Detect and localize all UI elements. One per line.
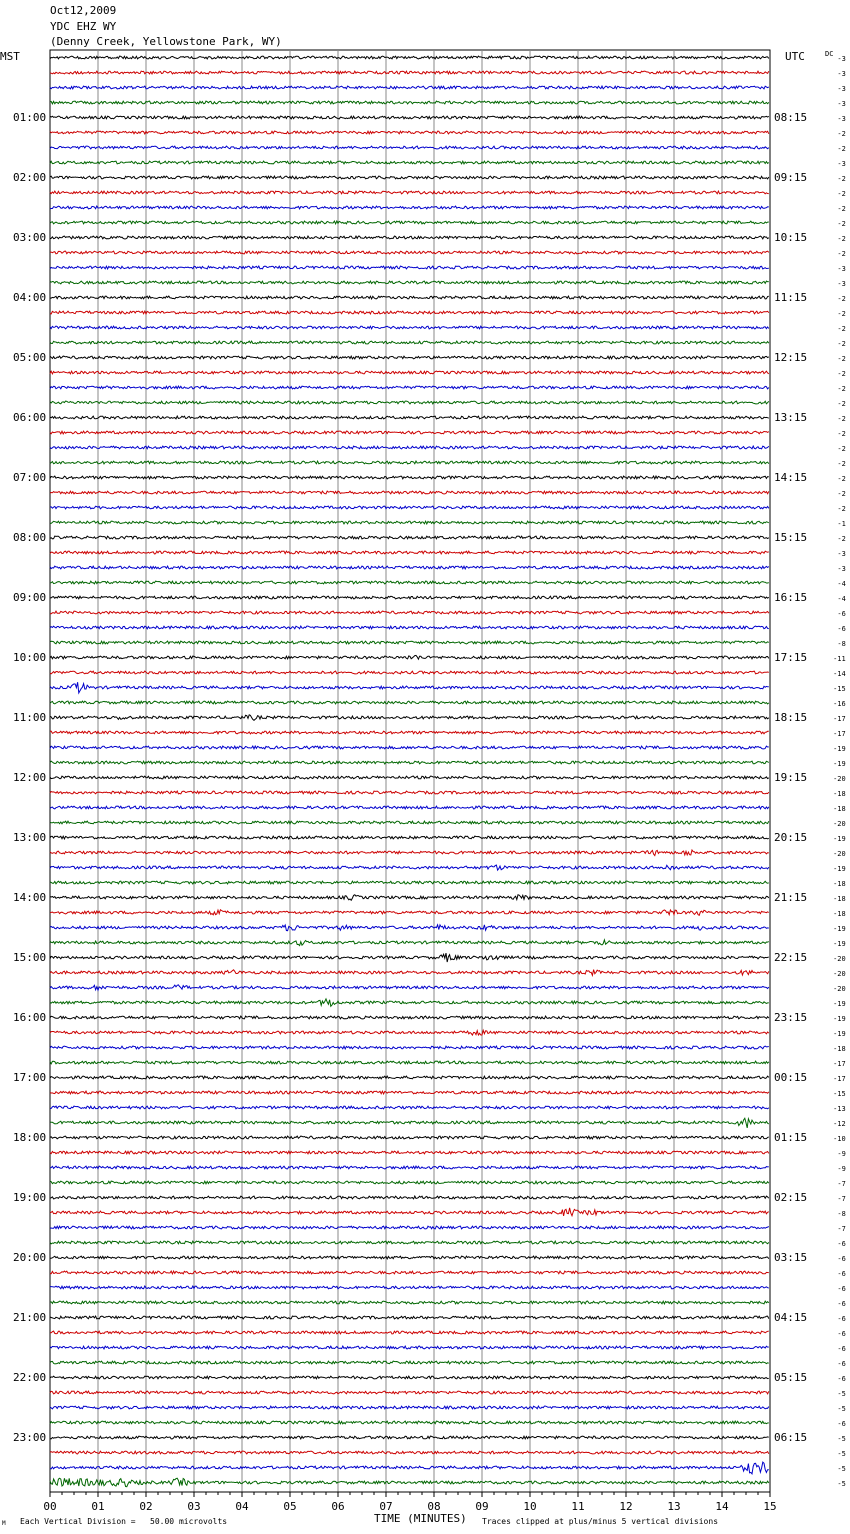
trace-row <box>50 1376 769 1379</box>
trace-row <box>50 416 769 419</box>
dc-offset-value: -6 <box>837 1329 846 1338</box>
dc-offset-value: -19 <box>833 1014 846 1023</box>
trace-row <box>50 506 769 509</box>
mst-hour-label: 04:00 <box>13 290 47 304</box>
trace-row <box>50 761 769 764</box>
dc-offset-value: -18 <box>833 909 846 918</box>
trace-row <box>50 1462 769 1474</box>
dc-offset-value: -6 <box>837 1284 846 1293</box>
dc-offset-value: -17 <box>833 714 846 723</box>
x-tick-label: 15 <box>763 1500 777 1513</box>
dc-offset-value: -3 <box>837 114 846 123</box>
trace-row <box>50 1331 769 1334</box>
trace-row <box>50 1106 769 1109</box>
dc-offset-value: -5 <box>837 1404 846 1413</box>
trace-row <box>50 386 769 389</box>
utc-hour-label: 02:15 <box>774 1190 808 1204</box>
trace-row <box>50 461 769 464</box>
trace-row <box>50 56 769 59</box>
dc-offset-value: -6 <box>837 609 846 618</box>
dc-offset-value: -3 <box>837 279 846 288</box>
x-tick-label: 09 <box>475 1500 489 1513</box>
trace-row <box>50 1301 769 1304</box>
trace-row <box>50 1436 769 1439</box>
trace-row <box>50 146 769 149</box>
utc-hour-label: 20:15 <box>774 830 808 844</box>
dc-offset-value: -15 <box>833 1089 846 1098</box>
utc-hour-label: 00:15 <box>774 1070 808 1084</box>
dc-offset-value: -3 <box>837 159 846 168</box>
utc-hour-label: 05:15 <box>774 1370 808 1384</box>
utc-hour-label: 08:15 <box>774 110 808 124</box>
x-tick-label: 02 <box>139 1500 153 1513</box>
trace-row <box>50 551 769 554</box>
trace-row <box>50 1346 769 1349</box>
vertical-division-note: Each Vertical Division = 50.00 microvolts <box>20 1517 228 1526</box>
trace-row <box>50 401 769 404</box>
station-location: (Denny Creek, Yellowstone Park, WY) <box>50 35 282 48</box>
utc-hour-label: 04:15 <box>774 1310 808 1324</box>
dc-offset-value: -3 <box>837 564 846 573</box>
trace-row <box>50 881 769 884</box>
trace-row <box>50 1151 769 1154</box>
dc-offset-value: -8 <box>837 639 846 648</box>
trace-row <box>50 161 769 164</box>
dc-offset-value: -15 <box>833 684 846 693</box>
utc-hour-label: 17:15 <box>774 650 808 664</box>
dc-offset-value: -18 <box>833 879 846 888</box>
trace-row <box>50 371 769 374</box>
dc-offset-value: -2 <box>837 489 846 498</box>
trace-row <box>50 71 769 74</box>
trace-row <box>50 821 769 824</box>
mst-hour-label: 19:00 <box>13 1190 47 1204</box>
dc-offset-value: -2 <box>837 129 846 138</box>
dc-offset-value: -5 <box>837 1464 846 1473</box>
trace-row <box>50 1118 769 1128</box>
dc-offset-value: -17 <box>833 1059 846 1068</box>
trace-row <box>50 311 769 314</box>
dc-offset-value: -19 <box>833 864 846 873</box>
mst-hour-label: 17:00 <box>13 1070 47 1084</box>
dc-offset-value: -9 <box>837 1164 846 1173</box>
trace-row <box>50 1166 769 1169</box>
dc-offset-value: -2 <box>837 474 846 483</box>
trace-row <box>50 581 769 584</box>
dc-offset-value: -2 <box>837 504 846 513</box>
utc-hour-label: 19:15 <box>774 770 808 784</box>
mst-hour-label: 06:00 <box>13 410 47 424</box>
mst-hour-label: 10:00 <box>13 650 47 664</box>
trace-row <box>50 925 769 931</box>
dc-offset-value: -2 <box>837 384 846 393</box>
dc-offset-value: -5 <box>837 1434 846 1443</box>
trace-row <box>50 1391 769 1394</box>
dc-offset-value: -6 <box>837 1374 846 1383</box>
mst-hour-label: 16:00 <box>13 1010 47 1024</box>
mst-hour-label: 05:00 <box>13 350 47 364</box>
utc-hour-label: 01:15 <box>774 1130 808 1144</box>
trace-row <box>50 910 769 916</box>
utc-hour-label: 06:15 <box>774 1430 808 1444</box>
trace-row <box>50 1256 769 1259</box>
trace-row <box>50 701 769 704</box>
dc-offset-value: -20 <box>833 954 846 963</box>
dc-offset-value: -16 <box>833 699 846 708</box>
x-tick-label: 10 <box>523 1500 537 1513</box>
dc-offset-value: -6 <box>837 1359 846 1368</box>
dc-offset-value: -2 <box>837 444 846 453</box>
trace-row <box>50 1478 769 1487</box>
utc-hour-label: 10:15 <box>774 230 808 244</box>
utc-hour-label: 13:15 <box>774 410 808 424</box>
trace-row <box>50 806 769 809</box>
dc-offset-value: -4 <box>837 579 846 588</box>
trace-row <box>50 985 769 990</box>
trace-row <box>50 1421 769 1424</box>
trace-row <box>50 715 769 721</box>
utc-hour-label: 11:15 <box>774 290 808 304</box>
dc-offset-value: -3 <box>837 54 846 63</box>
dc-offset-value: -2 <box>837 324 846 333</box>
dc-offset-value: -3 <box>837 264 846 273</box>
utc-hour-label: 12:15 <box>774 350 808 364</box>
dc-offset-value: -10 <box>833 1134 846 1143</box>
trace-row <box>50 865 769 870</box>
trace-row <box>50 1196 769 1199</box>
dc-offset-value: -7 <box>837 1224 846 1233</box>
mst-hour-label: 08:00 <box>13 530 47 544</box>
trace-row <box>50 1451 769 1454</box>
dc-offset-value: -6 <box>837 1419 846 1428</box>
x-tick-label: 00 <box>43 1500 57 1513</box>
dc-offset-value: -2 <box>837 174 846 183</box>
mst-hour-label: 22:00 <box>13 1370 47 1384</box>
mst-hour-label: 09:00 <box>13 590 47 604</box>
x-tick-label: 01 <box>91 1500 105 1513</box>
dc-offset-value: -2 <box>837 399 846 408</box>
dc-offset-value: -20 <box>833 819 846 828</box>
utc-hour-label: 22:15 <box>774 950 808 964</box>
trace-row <box>50 356 769 359</box>
trace-row <box>50 221 769 224</box>
plot-frame <box>50 50 770 1492</box>
trace-row <box>50 1316 769 1319</box>
dc-offset-value: -8 <box>837 1209 846 1218</box>
dc-offset-value: -18 <box>833 789 846 798</box>
trace-row <box>50 1181 769 1184</box>
trace-row <box>50 671 769 674</box>
dc-offset-value: -19 <box>833 1029 846 1038</box>
trace-row <box>50 296 769 299</box>
dc-offset-value: -18 <box>833 894 846 903</box>
trace-row <box>50 1286 769 1289</box>
x-tick-label: 12 <box>619 1500 633 1513</box>
x-tick-label: 13 <box>667 1500 681 1513</box>
mst-hour-label: 03:00 <box>13 230 47 244</box>
trace-row <box>50 1136 769 1139</box>
trace-row <box>50 1241 769 1244</box>
trace-row <box>50 641 769 644</box>
utc-hour-label: 03:15 <box>774 1250 808 1264</box>
dc-offset-value: -20 <box>833 984 846 993</box>
mst-hour-label: 21:00 <box>13 1310 47 1324</box>
trace-row <box>50 1406 769 1409</box>
mst-hour-label: 23:00 <box>13 1430 47 1444</box>
dc-offset-value: -3 <box>837 84 846 93</box>
dc-offset-value: -2 <box>837 414 846 423</box>
trace-row <box>50 446 769 449</box>
trace-row <box>50 431 769 434</box>
x-tick-label: 08 <box>427 1500 441 1513</box>
station-code: YDC EHZ WY <box>50 20 117 33</box>
trace-row <box>50 626 769 629</box>
corner-mark: M <box>2 1520 6 1527</box>
dc-offset-value: -18 <box>833 804 846 813</box>
dc-offset-value: -3 <box>837 99 846 108</box>
trace-row <box>50 491 769 494</box>
trace-row <box>50 326 769 329</box>
dc-offset-value: -19 <box>833 924 846 933</box>
dc-offset-value: -2 <box>837 294 846 303</box>
trace-row <box>50 101 769 104</box>
dc-column-title: DC <box>825 50 834 58</box>
trace-row <box>50 1016 769 1019</box>
trace-row <box>50 1361 769 1364</box>
x-tick-label: 11 <box>571 1500 585 1513</box>
trace-row <box>50 236 769 239</box>
trace-row <box>50 206 769 209</box>
dc-offset-value: -2 <box>837 534 846 543</box>
mst-hour-label: 01:00 <box>13 110 47 124</box>
trace-row <box>50 341 769 344</box>
dc-offset-value: -1 <box>837 519 846 528</box>
trace-row <box>50 281 769 284</box>
utc-hour-label: 14:15 <box>774 470 808 484</box>
trace-row <box>50 131 769 134</box>
dc-offset-value: -19 <box>833 744 846 753</box>
dc-offset-value: -2 <box>837 459 846 468</box>
trace-row <box>50 86 769 89</box>
trace-row <box>50 191 769 194</box>
x-tick-label: 05 <box>283 1500 297 1513</box>
trace-row <box>50 596 769 599</box>
dc-offset-value: -6 <box>837 1269 846 1278</box>
dc-offset-value: -3 <box>837 549 846 558</box>
trace-row <box>50 953 769 962</box>
mst-hour-label: 20:00 <box>13 1250 47 1264</box>
dc-offset-value: -2 <box>837 354 846 363</box>
dc-offset-value: -2 <box>837 219 846 228</box>
trace-row <box>50 1076 769 1079</box>
trace-row <box>50 970 769 976</box>
dc-offset-value: -7 <box>837 1194 846 1203</box>
dc-offset-value: -20 <box>833 774 846 783</box>
trace-row <box>50 895 769 901</box>
trace-row <box>50 682 769 693</box>
utc-hour-label: 16:15 <box>774 590 808 604</box>
trace-row <box>50 476 769 479</box>
dc-offset-value: -6 <box>837 1239 846 1248</box>
dc-offset-value: -2 <box>837 309 846 318</box>
dc-offset-value: -20 <box>833 969 846 978</box>
dc-offset-value: -5 <box>837 1479 846 1488</box>
x-tick-label: 03 <box>187 1500 201 1513</box>
trace-row <box>50 1061 769 1064</box>
mst-hour-label: 02:00 <box>13 170 47 184</box>
dc-offset-value: -19 <box>833 834 846 843</box>
dc-offset-value: -3 <box>837 69 846 78</box>
trace-row <box>50 1226 769 1229</box>
mst-hour-label: 12:00 <box>13 770 47 784</box>
mst-hour-label: 15:00 <box>13 950 47 964</box>
dc-offset-value: -9 <box>837 1149 846 1158</box>
trace-row <box>50 566 769 569</box>
trace-row <box>50 999 769 1006</box>
mst-hour-label: 13:00 <box>13 830 47 844</box>
dc-offset-value: -2 <box>837 189 846 198</box>
clip-note: Traces clipped at plus/minus 5 vertical divisions <box>482 1517 719 1526</box>
dc-offset-value: -19 <box>833 939 846 948</box>
trace-row <box>50 116 769 119</box>
utc-hour-label: 21:15 <box>774 890 808 904</box>
trace-row <box>50 850 769 856</box>
trace-row <box>50 266 769 269</box>
utc-hour-label: 15:15 <box>774 530 808 544</box>
dc-offset-value: -2 <box>837 204 846 213</box>
dc-offset-value: -2 <box>837 429 846 438</box>
dc-offset-value: -7 <box>837 1179 846 1188</box>
dc-offset-value: -6 <box>837 624 846 633</box>
station-date: Oct12,2009 <box>50 4 117 17</box>
dc-offset-value: -6 <box>837 1344 846 1353</box>
dc-offset-value: -19 <box>833 759 846 768</box>
dc-offset-value: -6 <box>837 1314 846 1323</box>
trace-row <box>50 791 769 794</box>
dc-offset-value: -17 <box>833 1074 846 1083</box>
trace-row <box>50 1208 769 1216</box>
dc-offset-value: -2 <box>837 339 846 348</box>
trace-row <box>50 655 769 659</box>
utc-axis-title: UTC <box>785 50 805 63</box>
x-tick-label: 04 <box>235 1500 249 1513</box>
trace-row <box>50 746 769 749</box>
x-tick-label: 06 <box>331 1500 345 1513</box>
trace-row <box>50 776 769 779</box>
dc-offset-value: -2 <box>837 249 846 258</box>
dc-offset-value: -5 <box>837 1389 846 1398</box>
dc-offset-value: -2 <box>837 369 846 378</box>
trace-row <box>50 521 769 524</box>
dc-offset-value: -5 <box>837 1449 846 1458</box>
trace-row <box>50 1030 769 1035</box>
mst-hour-label: 18:00 <box>13 1130 47 1144</box>
dc-offset-value: -13 <box>833 1104 846 1113</box>
dc-offset-value: -2 <box>837 144 846 153</box>
dc-offset-value: -20 <box>833 849 846 858</box>
trace-row <box>50 536 769 539</box>
utc-hour-label: 18:15 <box>774 710 808 724</box>
x-axis-title: TIME (MINUTES) <box>374 1512 467 1525</box>
dc-offset-value: -18 <box>833 1044 846 1053</box>
trace-row <box>50 611 769 614</box>
mst-axis-title: MST <box>0 50 20 63</box>
dc-offset-value: -6 <box>837 1299 846 1308</box>
utc-hour-label: 23:15 <box>774 1010 808 1024</box>
trace-row <box>50 836 769 839</box>
dc-offset-value: -17 <box>833 729 846 738</box>
mst-hour-label: 11:00 <box>13 710 47 724</box>
trace-row <box>50 251 769 254</box>
mst-hour-label: 14:00 <box>13 890 47 904</box>
dc-offset-value: -14 <box>833 669 846 678</box>
trace-row <box>50 1271 769 1274</box>
x-tick-label: 14 <box>715 1500 729 1513</box>
trace-row <box>50 940 769 946</box>
utc-hour-label: 09:15 <box>774 170 808 184</box>
dc-offset-value: -11 <box>833 654 846 663</box>
dc-offset-value: -4 <box>837 594 846 603</box>
x-tick-label: 07 <box>379 1500 393 1513</box>
trace-row <box>50 176 769 179</box>
mst-hour-label: 07:00 <box>13 470 47 484</box>
dc-offset-value: -6 <box>837 1254 846 1263</box>
dc-offset-value: -2 <box>837 234 846 243</box>
trace-row <box>50 1091 769 1094</box>
trace-row <box>50 1046 769 1049</box>
dc-offset-value: -19 <box>833 999 846 1008</box>
dc-offset-value: -12 <box>833 1119 846 1128</box>
trace-row <box>50 731 769 734</box>
